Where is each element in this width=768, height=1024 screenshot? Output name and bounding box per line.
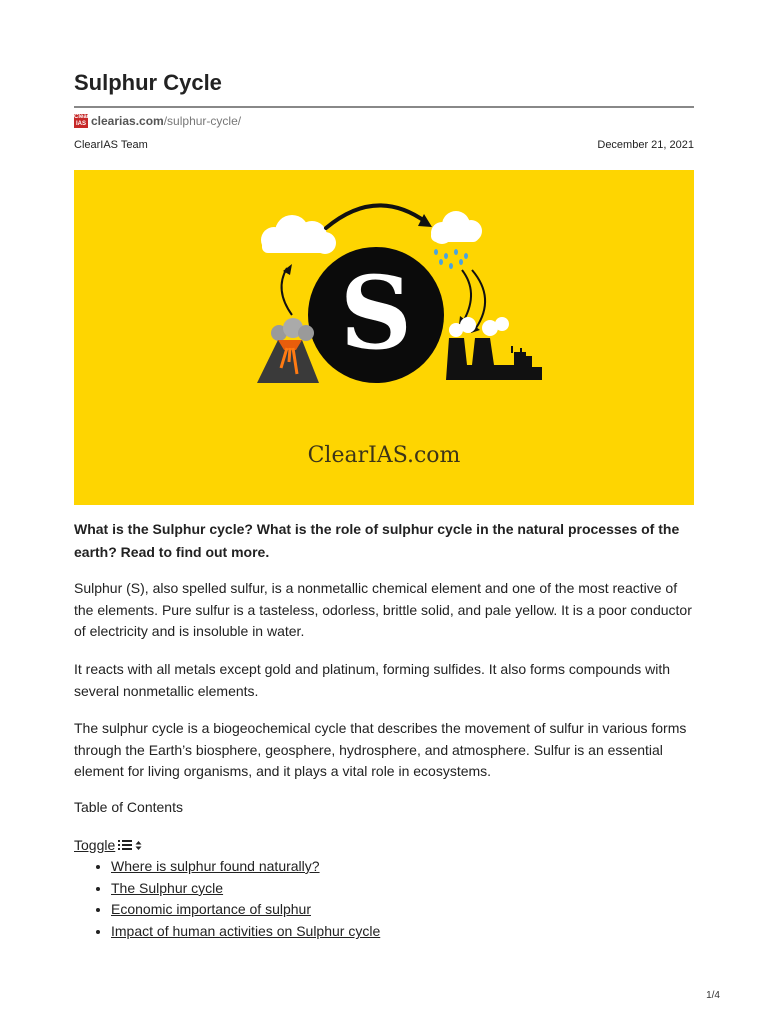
list-icon[interactable] [118,839,132,851]
toc-toggle-link[interactable]: Toggle [74,837,116,853]
toc-link-sulphur-cycle[interactable]: The Sulphur cycle [111,879,224,896]
source-domain[interactable]: clearias.com [91,114,164,128]
page-title: Sulphur Cycle [74,70,222,95]
toc-item [111,921,380,943]
toc-link-economic-importance[interactable]: Economic importance of sulphur [111,901,311,918]
sulphur-symbol: S [339,254,413,372]
hero-brand-text: ClearIAS.com [307,443,461,468]
toc-link-human-impact[interactable]: Impact of human activities on Sulphur cycle [111,923,381,940]
hero-image [74,170,694,505]
intro-text: What is the Sulphur cycle? What is the role of sulphur cycle in the natural processes of the earth? Read to find out more. [74,521,680,560]
paragraph-2: It reacts with all metals except gold and platinum, forming sulfides. It also forms compounds with several nonmetallic elements. [74,661,671,699]
page-number: 1/4 [706,990,720,1001]
title-divider [74,106,694,108]
toc-toggle[interactable] [74,837,142,853]
toc-list [74,856,380,943]
toc-item [111,878,380,900]
publish-date: December 21, 2021 [597,139,694,151]
author: ClearIAS Team [74,139,148,151]
sort-arrows-icon[interactable] [135,840,142,851]
toc-link-where-found[interactable]: Where is sulphur found naturally? [111,858,320,874]
toc-title: Table of Contents [74,799,183,815]
sulphur-cycle-illustration [74,170,694,505]
toc-item [111,899,380,921]
source-url[interactable] [74,114,241,128]
article-meta [74,139,694,151]
paragraph-3: The sulphur cycle is a biogeochemical cycle that describes the movement of sulfur in various forms through the Earth’s biosphere, geosphere, hydrosphere, and atmosphere. Sulfur is an essential element for living organisms, and it plays a vital role in ecosystems. [74,720,687,779]
toc-item [111,856,380,878]
paragraph-1: Sulphur (S), also spelled sulfur, is a nonmetallic chemical element and one of the most reactive of the elements. Pure sulfur is a tasteless, odorless, brittle solid, and pale yellow. It is a poor conductor of electricity and is insoluble in water. [74,580,692,639]
source-path[interactable]: /sulphur-cycle/ [163,114,242,128]
clearias-logo-icon: Clear IAS [74,114,90,127]
